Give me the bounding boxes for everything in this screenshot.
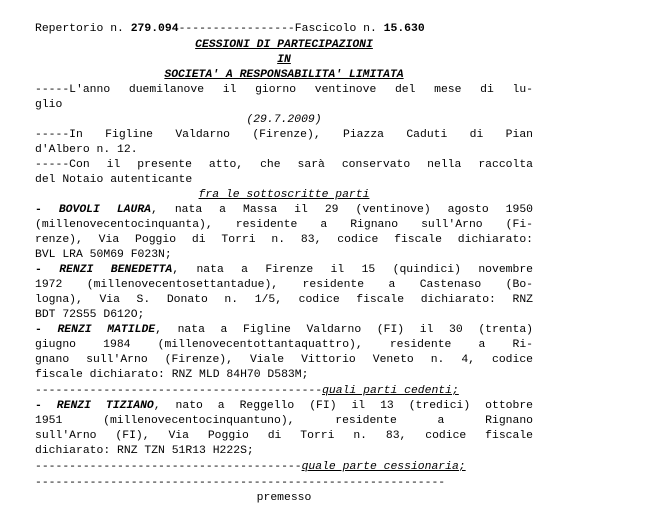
fascicolo-label: Fascicolo n. <box>294 23 384 35</box>
party-2-line-3: logna), Via S. Donato n. 1/5, codice fiscale dichiarato: RNZ <box>35 294 533 306</box>
place-line-2: d'Albero n. 12. <box>35 144 138 156</box>
cessionaria-party-line-2: 1951 (millenovecentocinquantuno), residente a Rignano <box>35 415 533 427</box>
party-2-name: RENZI BENEDETTA <box>59 264 173 276</box>
cedenti-line <box>35 384 533 399</box>
cedenti-label: quali parti cedenti; <box>322 385 459 397</box>
repertorio-label: Repertorio n. <box>35 23 131 35</box>
title-line-2 <box>35 53 533 68</box>
cessionaria-party-line-1 <box>35 399 533 414</box>
party-3-rest: , nata a Figline Valdarno (FI) il 30 (trenta) <box>155 324 533 336</box>
party-2-dash: - <box>35 264 60 276</box>
place-line-1: -----In Figline Valdarno (Firenze), Piazza Caduti di Pian <box>35 129 533 141</box>
act-line-2: del Notaio autenticante <box>35 174 193 186</box>
party-1-line-1 <box>35 203 533 218</box>
date-parenthetical <box>35 113 533 128</box>
date-line-2: glio <box>35 99 63 111</box>
title-text-2: IN <box>277 54 291 66</box>
party-1-line-4: BVL LRA 50M69 F023N; <box>35 249 172 261</box>
cessionaria-party-dash: - <box>35 400 57 412</box>
party-3-dash: - <box>35 324 58 336</box>
cessionaria-party-line-4: dichiarato: RNZ TZN 51R13 H222S; <box>35 445 254 457</box>
party-1-line-3: renze), Via Poggio di Torri n. 83, codice fiscale dichiarato: <box>35 234 533 246</box>
header-line <box>35 22 533 37</box>
party-1-rest: , nata a Massa il 29 (ventinove) agosto 1950 <box>151 204 534 216</box>
cessionaria-dashes: --------------------------------------- <box>35 461 302 473</box>
party-3-line-1 <box>35 323 533 338</box>
party-2-line-4: BDT 72S55 D612O; <box>35 309 145 321</box>
header-dashes: ----------------- <box>178 23 295 35</box>
fascicolo-number: 15.630 <box>383 23 425 35</box>
cessionaria-party-line-3: sull'Arno (FI), Via Poggio di Torri n. 83, codice fiscale <box>35 430 533 442</box>
act-line-1: -----Con il presente atto, che sarà conservato nella raccolta <box>35 159 533 171</box>
cessionaria-party-name: RENZI TIZIANO <box>56 400 154 412</box>
party-3-name: RENZI MATILDE <box>57 324 156 336</box>
premesso-heading: premesso <box>256 492 312 504</box>
party-2-line-2: 1972 (millenovecentosettantadue), residente a Castenaso (Bo- <box>35 279 533 291</box>
party-3-line-4: fiscale dichiarato: RNZ MLD 84H70 D583M; <box>35 369 309 381</box>
separator-line: ------------------------------------------------------------ <box>35 477 446 489</box>
cessionaria-label: quale parte cessionaria; <box>301 461 466 473</box>
party-3-line-2: giugno 1984 (millenovecentottantaquattro), residente a Ri- <box>35 339 533 351</box>
cessionaria-line <box>35 460 533 475</box>
title-line-1 <box>35 38 533 53</box>
party-1-name: BOVOLI LAURA <box>58 204 152 216</box>
parties-heading <box>35 188 533 203</box>
cessionaria-party-rest: , nato a Reggello (FI) il 13 (tredici) ottobre <box>153 400 533 412</box>
party-2-line-1 <box>35 263 533 278</box>
cedenti-dashes: ------------------------------------------ <box>35 385 323 397</box>
party-1-dash: - <box>35 204 59 216</box>
repertorio-number: 279.094 <box>130 23 179 35</box>
party-1-line-2: (millenovecentocinquanta), residente a Rignano sull'Arno (Fi- <box>35 219 533 231</box>
title-text-1: CESSIONI DI PARTECIPAZIONI <box>195 39 373 51</box>
parties-heading-text: fra le sottoscritte parti <box>198 189 370 201</box>
date-line-1: -----L'anno duemilanove il giorno ventinove del mese di lu- <box>35 84 533 96</box>
date-paren-text: (29.7.2009) <box>246 114 322 126</box>
party-2-rest: , nata a Firenze il 15 (quindici) novembre <box>172 264 534 276</box>
title-text-3: SOCIETA' A RESPONSABILITA' LIMITATA <box>164 69 404 81</box>
title-line-3 <box>35 68 533 83</box>
party-3-line-3: gnano sull'Arno (Firenze), Viale Vittorio Veneto n. 4, codice <box>35 354 533 366</box>
